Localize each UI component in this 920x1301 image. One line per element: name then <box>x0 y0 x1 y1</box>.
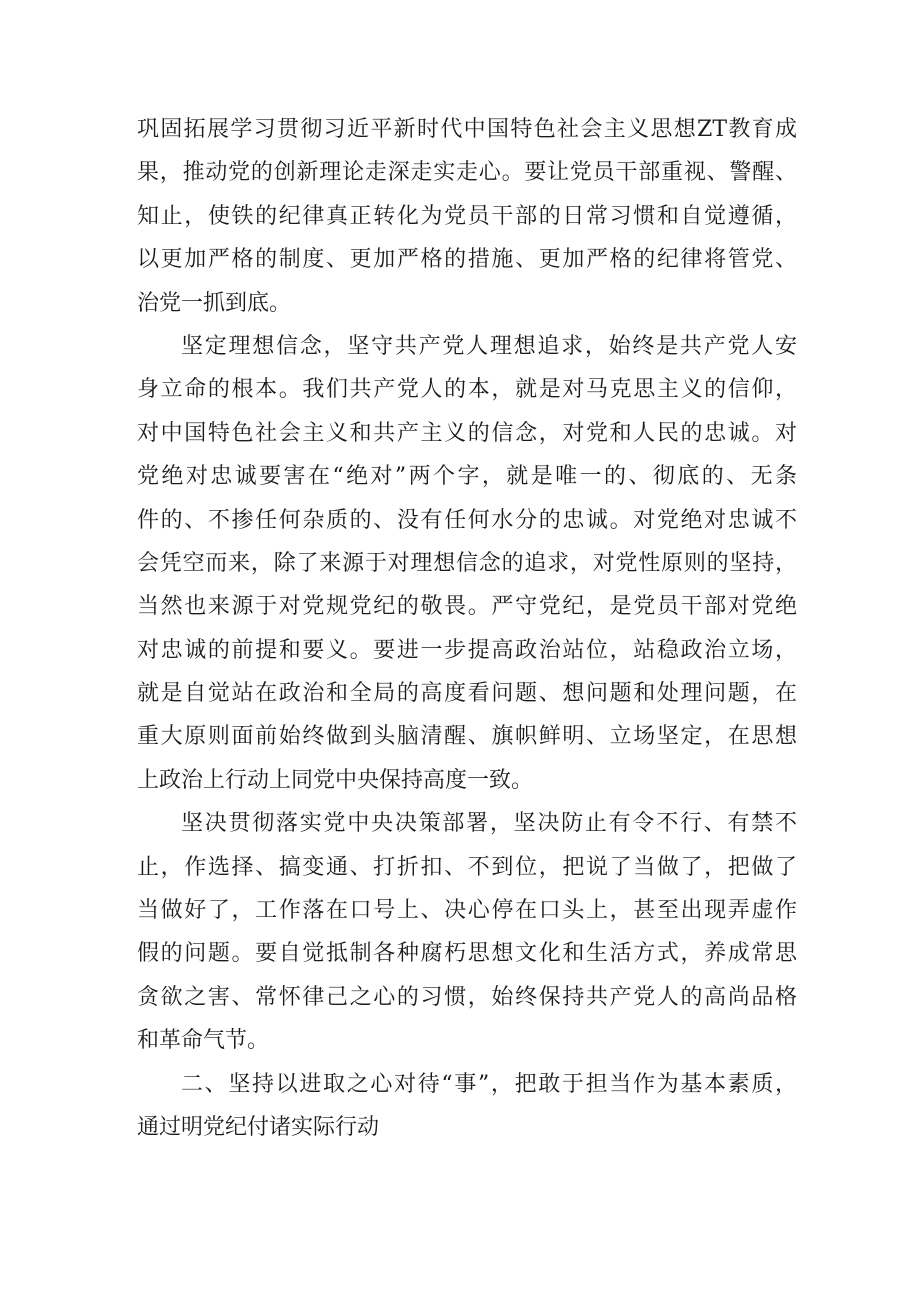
text-line: 贪欲之害、常怀律己之心的习惯，始终保持共产党人的高尚品格 <box>137 984 797 1010</box>
paragraph <box>137 325 797 802</box>
document-body <box>137 108 797 1149</box>
text-line: 会凭空而来，除了来源于对理想信念的追求，对党性原则的坚持， <box>137 550 797 576</box>
paragraph <box>137 108 797 325</box>
text-line: 身立命的根本。我们共产党人的本，就是对马克思主义的信仰， <box>137 377 797 403</box>
text-line: 对中国特色社会主义和共产主义的信念，对党和人民的忠诚。对 <box>137 420 797 446</box>
text-line: 以更加严格的制度、更加严格的措施、更加严格的纪律将管党、 <box>137 247 797 273</box>
text-line: 就是自觉站在政治和全局的高度看问题、想问题和处理问题，在 <box>137 681 797 707</box>
text-line: 当做好了，工作落在口号上、决心停在口头上，甚至出现弄虚作 <box>137 898 797 924</box>
text-line: 坚定理想信念，坚守共产党人理想追求，始终是共产党人安 <box>181 333 797 359</box>
text-line: 党绝对忠诚要害在“绝对”两个字，就是唯一的、彻底的、无条 <box>137 464 797 490</box>
text-line: 通过明党纪付诸实际行动 <box>137 1114 380 1140</box>
text-line: 二、坚持以进取之心对待“事”，把敢于担当作为基本素质， <box>181 1071 797 1097</box>
text-line: 治党一抓到底。 <box>137 290 292 316</box>
text-line: 和革命气节。 <box>137 1028 270 1054</box>
text-line: 对忠诚的前提和要义。要进一步提高政治站位，站稳政治立场， <box>137 637 797 663</box>
text-line: 上政治上行动上同党中央保持高度一致。 <box>137 767 534 793</box>
text-line: 当然也来源于对党规党纪的敬畏。严守党纪，是党员干部对党绝 <box>137 594 797 620</box>
paragraph <box>137 802 797 1062</box>
text-line: 止，作选择、搞变通、打折扣、不到位，把说了当做了，把做了 <box>137 854 797 880</box>
section-heading <box>137 1063 797 1150</box>
text-line: 件的、不掺任何杂质的、没有任何水分的忠诚。对党绝对忠诚不 <box>137 507 797 533</box>
text-line: 知止，使铁的纪律真正转化为党员干部的日常习惯和自觉遵循， <box>137 203 797 229</box>
text-line: 坚决贯彻落实党中央决策部署，坚决防止有令不行、有禁不 <box>181 811 797 837</box>
text-line: 重大原则面前始终做到头脑清醒、旗帜鲜明、立场坚定，在思想 <box>137 724 797 750</box>
text-line: 假的问题。要自觉抵制各种腐朽思想文化和生活方式，养成常思 <box>137 941 797 967</box>
text-line: 果，推动党的创新理论走深走实走心。要让党员干部重视、警醒、 <box>137 160 797 186</box>
text-line: 巩固拓展学习贯彻习近平新时代中国特色社会主义思想ZT教育成 <box>137 117 797 142</box>
